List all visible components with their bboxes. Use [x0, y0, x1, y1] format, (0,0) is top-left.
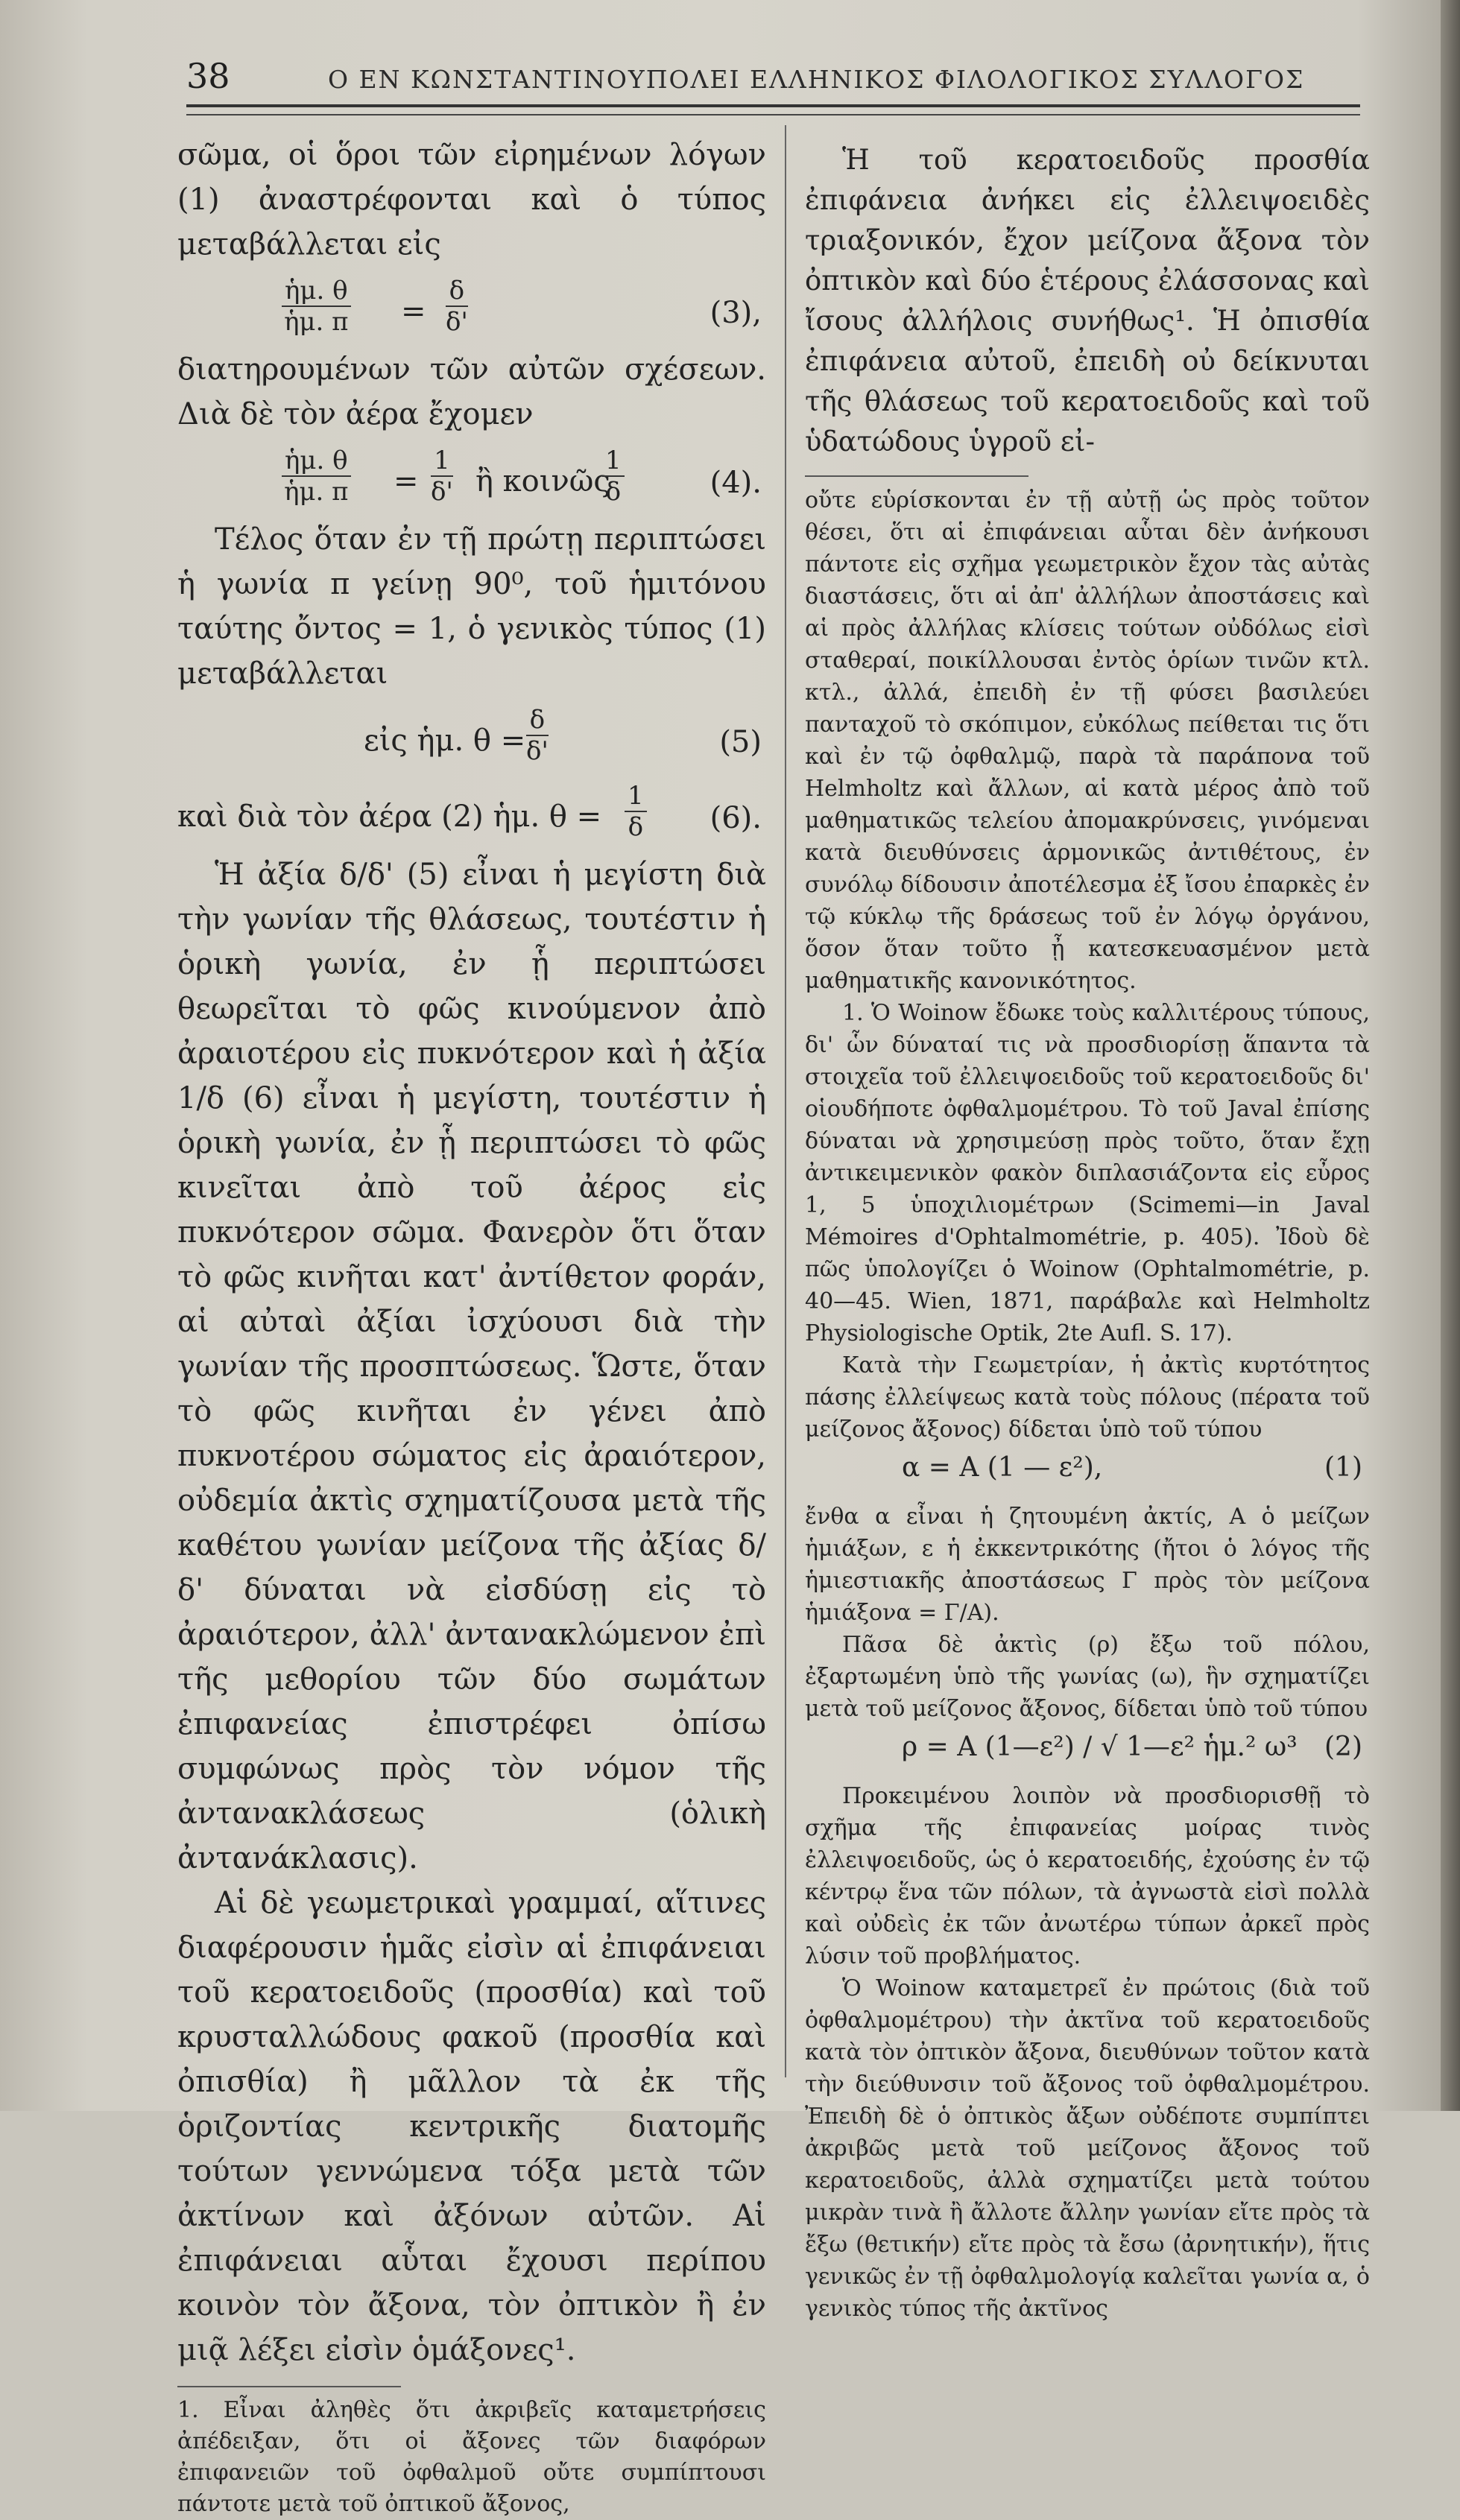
column-divider — [785, 125, 786, 2077]
eq5-numerator: δ — [526, 705, 549, 736]
equation-5 — [177, 700, 766, 772]
eq3-label: (3), — [710, 296, 762, 330]
header-rule-thick — [186, 104, 1360, 107]
equation-4 — [177, 441, 766, 513]
right-paragraph-5: Πᾶσα δὲ ἀκτὶς (ρ) ἔξω τοῦ πόλου, ἐξαρτωμένη ὑπὸ τῆς γωνίας (ω), ἣν σχηματίζει μετὰ τοῦ μείζονος ἄξονος, δίδεται ὑπὸ τοῦ τύπου — [805, 1632, 1370, 1722]
eq4-connector: ἢ κοινῶς — [475, 464, 610, 498]
equation-3 — [177, 271, 766, 343]
eq5-denominator: δ' — [526, 736, 549, 766]
right-paragraph-1: Ἡ τοῦ κερατοειδοῦς προσθία ἐπιφάνεια ἀνήκει εἰς ἐλλειψοειδὲς τριαξονικόν, ἔχον μείζονα ἄξονα τὸν ὀπτικὸν καὶ δύο ἑτέρους ἐλάσσονας καὶ ἴσους ἀλλήλοις συνήθως¹. Ἡ ὀπισθία ἐπιφάνεια αὐτοῦ, ἐπειδὴ οὐ δείκνυται τῆς θλάσεως τοῦ κερατοειδοῦς καὶ τοῦ ὑδατώδους ὑγροῦ εἰ- — [805, 144, 1370, 458]
left-paragraph-5: Αἱ δὲ γεωμετρικαὶ γραμμαί, αἵτινες διαφέρουσιν ἡμᾶς εἰσὶν αἱ ἐπιφάνειαι τοῦ κερατοειδοῦς (προσθία) καὶ τοῦ κρυσταλλώδους φακοῦ (προσθία καὶ ὀπισθία) ἢ μᾶλλον τὰ ἐκ τῆς ὁριζοντίας κεντρικῆς διατομῆς τούτων γεννώμενα τόξα μετὰ τῶν ἀκτίνων καὶ ἀξόνων αὐτῶν. Αἱ ἐπιφάνειαι αὗται ἔχουσι περίπου κοινὸν τὸν ἄξονα, τὸν ὀπτικὸν ἢ ἐν μιᾷ λέξει εἰσὶν ὁμάξονες¹. — [177, 1886, 766, 2367]
right-column — [805, 140, 1370, 2325]
eq5-label: (5) — [719, 725, 762, 759]
page-edge-shadow — [1441, 0, 1460, 2111]
right-paragraph-4: ἔνθα α εἶναι ἡ ζητουμένη ἀκτίς, Α ὁ μείζων ἡμιάξων, ε ἡ ἐκκεντρικότης (ἤτοι ὁ λόγος τῆς ἡμιεστιακῆς ἀποστάσεως Γ πρὸς τὸν μείζονα ἡμιάξονα = Γ/Α). — [805, 1504, 1370, 1626]
eq4-b-denominator: δ — [605, 477, 622, 507]
eq6-fraction — [625, 781, 647, 842]
eq4-lhs-fraction — [282, 446, 351, 507]
eq3-lhs-fraction — [282, 276, 351, 337]
left-footnote-text: 1. Εἶναι ἀληθὲς ὅτι ἀκριβεῖς καταμετρήσεις ἀπέδειξαν, ὅτι οἱ ἄξονες τῶν διαφόρων ἐπιφανειῶν τοῦ ὀφθαλμοῦ οὔτε συμπίπτουσι πάντοτε μετὰ τοῦ ὀπτικοῦ ἄξονος, — [177, 2397, 766, 2517]
right-paragraph-7: Ὁ Woinow καταμετρεῖ ἐν πρώτοις (διὰ τοῦ ὀφθαλμομέτρου) τὴν ἀκτῖνα τοῦ κερατοειδοῦς κατὰ τὸν ὀπτικὸν ἄξονα, διευθύνων τοῦτον κατὰ τὴν διεύθυνσιν τοῦ ἄξονος τοῦ ὀφθαλμομέτρου. Ἐπειδὴ δὲ ὁ ὀπτικὸς ἄξων οὐδέποτε συμπίπτει ἀκριβῶς μετὰ τοῦ μείζονος ἄξονος τοῦ κερατοειδοῦς, ἀλλὰ σχηματίζει μετὰ τούτου μικρὰν τινὰ ἢ ἄλλοτε ἄλλην γωνίαν εἴτε πρὸς τὰ ἔξω (θετικήν) εἴτε πρὸς τὰ ἔσω (ἀρνητικήν), ἥτις γενικῶς ἐν τῇ ὀφθαλμολογίᾳ καλεῖται γωνία α, ὁ γενικὸς τύπος τῆς ἀκτῖνος — [805, 1975, 1370, 2322]
left-paragraph-2: διατηρουμένων τῶν αὐτῶν σχέσεων. Διὰ δὲ τὸν ἀέρα ἔχομεν — [177, 352, 766, 431]
eq3-rhs-denominator: δ' — [446, 307, 468, 337]
eq4-a-denominator: δ' — [431, 477, 453, 507]
left-footnote — [177, 2395, 766, 2520]
eq5-prefix: εἰς ἡμ. θ = — [364, 724, 526, 758]
equation-r2 — [805, 1728, 1370, 1777]
right-paragraph-3: Κατὰ τὴν Γεωμετρίαν, ἡ ἀκτὶς κυρτότητος πάσης ἐλλείψεως κατὰ τοὺς πόλους (πέρατα τοῦ μείζονος ἄξονος) δίδεται ὑπὸ τοῦ τύπου — [805, 1352, 1370, 1443]
equation-6 — [177, 776, 766, 848]
page-number: 38 — [186, 56, 230, 96]
left-paragraph-1: σῶμα, οἱ ὅροι τῶν εἰρημένων λόγων (1) ἀναστρέφονται καὶ ὁ τύπος μεταβάλλεται εἰς — [177, 138, 766, 262]
left-column — [177, 133, 766, 2520]
header-rule-thin — [186, 114, 1360, 115]
eq5-fraction — [526, 705, 549, 766]
eq4-a-numerator: 1 — [431, 446, 453, 477]
eq-r1-expression: α = Α (1 — ε²), — [902, 1452, 1103, 1483]
eq3-equals: = — [401, 294, 426, 329]
right-paragraph-2: 1. Ὁ Woinow ἔδωκε τοὺς καλλιτέρους τύπους, δι' ὧν δύναταί τις νὰ προσδιορίσῃ ἅπαντα τὰ στοιχεῖα τοῦ ἐλλειψοειδοῦς τοῦ κερατοειδοῦς δι' οἱουδήποτε ὀφθαλμομέτρου. Τὸ τοῦ Javal ἐπίσης δύναται νὰ χρησιμεύσῃ πρὸς τοῦτο, ὅταν ἔχῃ ἀντικειμενικὸν φακὸν διπλασιάζοντα εἰς εὖρος 1, 5 ὑποχιλιομέτρων (Scimemi—in Javal Mémoires d'Ophtalmométrie, p. 405). Ἰδοὺ δὲ πῶς ὑπολογίζει ὁ Woinow (Ophtalmométrie, p. 40—45. Wien, 1871, παράβαλε καὶ Helmholtz Physiologische Optik, 2te Aufl. S. 17). — [805, 1000, 1370, 1346]
eq6-label: (6). — [710, 801, 762, 835]
right-paragraph-6: Προκειμένου λοιπὸν νὰ προσδιορισθῇ τὸ σχῆμα τῆς ἐπιφανείας μοίρας τινὸς ἐλλειψοειδοῦς, ὡς ὁ κερατοειδής, ἐχούσης ἐν τῷ κέντρῳ ἕνα τῶν πόλων, τὰ ἀγνωστὰ εἰσὶ πολλὰ καὶ οὐδεὶς ἐκ τῶν ἀνωτέρω τύπων ἀρκεῖ πρὸς λύσιν τοῦ προβλήματος. — [805, 1783, 1370, 1969]
eq-r2-label: (2) — [1324, 1732, 1362, 1762]
right-footnote-text: οὔτε εὑρίσκονται ἐν τῇ αὐτῇ ὡς πρὸς τοῦτον θέσει, ὅτι αἱ ἐπιφάνειαι αὗται δὲν ἀνήκουσι πάντοτε εἰς σχῆμα γεωμετρικὸν ἔχον τὰς αὐτὰς διαστάσεις, ὅτι αἱ ἀπ' ἀλλήλων ἀποστάσεις καὶ αἱ πρὸς ἀλλήλας κλίσεις τούτων οὐδόλως εἰσὶ σταθεραί, ποικίλλουσαι ἐντὸς ὁρίων τινῶν κτλ. κτλ., ἀλλά, ἐπειδὴ ἐν τῇ φύσει βασιλεύει πανταχοῦ τὸ σκόπιμον, εὐκόλως πείθεται τις ὅτι καὶ ἐν τῷ ὀφθαλμῷ, παρὰ τὰ παράπονα τοῦ Helmholtz καὶ ἄλλων, αἱ κατὰ μέρος ἀπὸ τοῦ μαθηματικῶς τελείου ἀπομακρύνσεις, γινόμεναι κατὰ διευθύνσεις ἁρμονικῶς ἀντιθέτους, ἐν συνόλῳ δίδουσιν ἀποτέλεσμα ἐξ ἴσου ἐπαρκὲς ἐν τῷ κύκλῳ τῆς δράσεως τοῦ ἐν λόγῳ ὀργάνου, ὅσον ὅταν τοῦτο ᾖ κατεσκευασμένον μετὰ μαθηματικῆς κανονικότητος. — [805, 487, 1370, 994]
eq4-lhs-numerator: ἡμ. θ — [282, 446, 351, 477]
eq-r1-label: (1) — [1324, 1452, 1362, 1483]
eq3-rhs-fraction — [446, 276, 468, 337]
eq4-b-numerator: 1 — [602, 446, 625, 477]
left-footnote-rule — [177, 2386, 401, 2387]
eq6-prefix: καὶ διὰ τὸν ἀέρα (2) ἡμ. θ = — [177, 800, 602, 834]
right-footnote — [805, 484, 1370, 2325]
running-head: Ο ΕΝ ΚΩΝΣΤΑΝΤΙΝΟΥΠΟΛΕΙ ΕΛΛΗΝΙΚΟΣ ΦΙΛΟΛΟΓΙΚΟΣ ΣΥΛΛΟΓΟΣ — [328, 65, 1305, 94]
eq4-a-fraction — [431, 446, 453, 507]
eq4-b-fraction — [602, 446, 625, 507]
left-paragraph-4: Ἡ ἀξία δ/δ' (5) εἶναι ἡ μεγίστη διὰ τὴν γωνίαν τῆς θλάσεως, τουτέστιν ἡ ὁρικὴ γωνία, ἐν ᾗ περιπτώσει θεωρεῖται τὸ φῶς κινούμενον ἀπὸ ἀραιοτέρου εἰς πυκνότερον καὶ ἡ ἀξία 1/δ (6) εἶναι ἡ μεγίστη, τουτέστιν ἡ ὁρικὴ γωνία, ἐν ᾗ περιπτώσει τὸ φῶς κινεῖται ἀπὸ τοῦ ἀέρος εἰς πυκνότερον σῶμα. Φανερὸν ὅτι ὅταν τὸ φῶς κινῆται κατ' ἀντίθετον φοράν, αἱ αὐταὶ ἀξίαι ἰσχύουσι διὰ τὴν γωνίαν τῆς προσπτώσεως. Ὥστε, ὅταν τὸ φῶς κινῆται ἐν γένει ἀπὸ πυκνοτέρου σώματος εἰς ἀραιότερον, οὐδεμία ἀκτὶς σχηματίζουσα μετὰ τῆς καθέτου γωνίαν μείζονα τῆς ἀξίας δ/δ' δύναται νὰ εἰσδύσῃ εἰς τὸ ἀραιότερον, ἀλλ' ἀντανακλώμενον ἐπὶ τῆς μεθορίου τῶν δύο σωμάτων ἐπιφανείας ἐπιστρέφει ὀπίσω συμφώνως πρὸς τὸν νόμον τῆς ἀντανακλάσεως (ὁλικὴ ἀντανάκλασις). — [177, 858, 766, 1875]
eq3-rhs-numerator: δ — [446, 276, 468, 307]
eq6-numerator: 1 — [625, 781, 647, 812]
eq3-lhs-denominator: ἡμ. π — [284, 307, 349, 337]
eq4-label: (4). — [710, 466, 762, 500]
eq4-lhs-denominator: ἡμ. π — [284, 477, 349, 507]
page-header — [186, 56, 1379, 108]
eq3-lhs-numerator: ἡμ. θ — [282, 276, 351, 307]
left-paragraph-3: Τέλος ὅταν ἐν τῇ πρώτῃ περιπτώσει ἡ γωνία π γείνῃ 90⁰, τοῦ ἡμιτόνου ταύτης ὄντος = 1, ὁ γενικὸς τύπος (1) μεταβάλλεται — [177, 522, 766, 691]
right-footnote-rule — [805, 475, 1028, 477]
equation-r1 — [805, 1449, 1370, 1498]
eq4-equals: = — [394, 464, 419, 498]
eq-r2-expression: ρ = Α (1—ε²) / √ 1—ε² ἡμ.² ω³ — [902, 1732, 1298, 1762]
eq6-denominator: δ — [628, 812, 644, 842]
